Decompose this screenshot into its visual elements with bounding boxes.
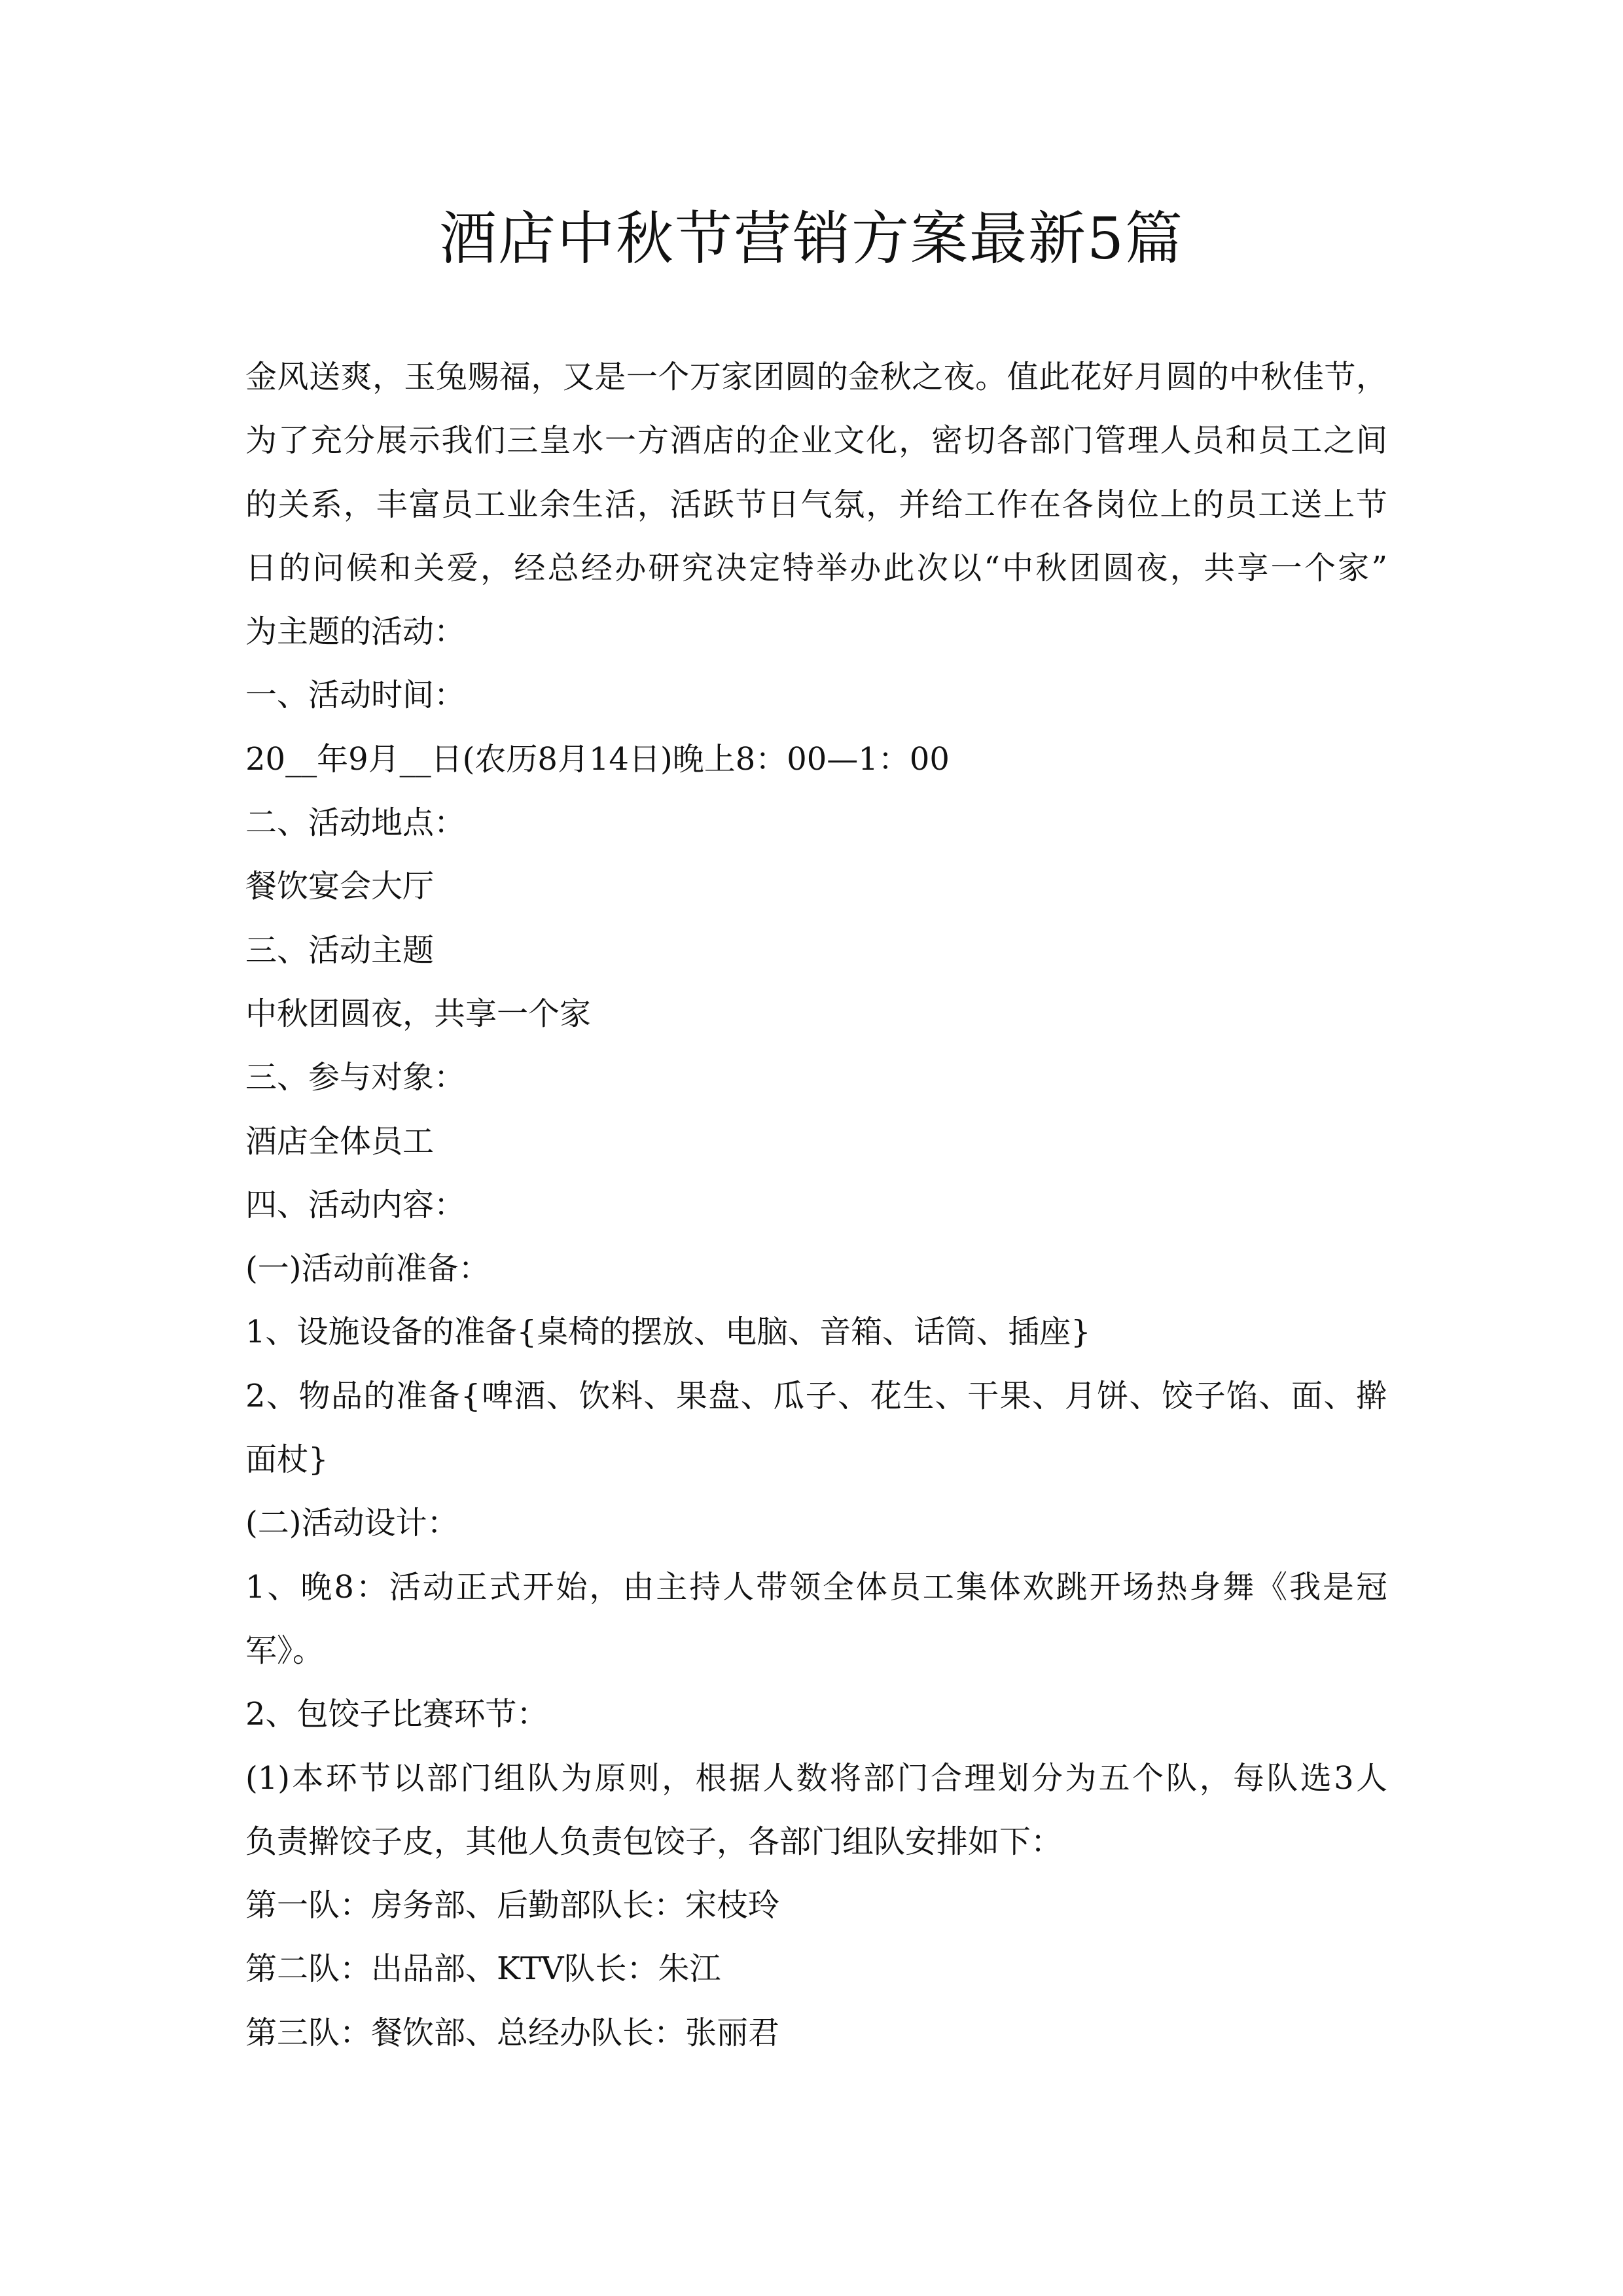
team-entry: 第二队：出品部、KTV队长：朱江 (245, 1950, 721, 1988)
paragraph-line: 的关系，丰富员工业余生活，活跃节日气氛，并给工作在各岗位上的员工送上节 (245, 486, 1387, 523)
list-item: 2、包饺子比赛环节： (245, 1696, 548, 1733)
team-entry: 第三队：餐饮部、总经办队长：张丽君 (245, 2014, 780, 2051)
event-location: 餐饮宴会大厅 (245, 868, 435, 905)
list-item: 1、晚8：活动正式开始，由主持人带领全体员工集体欢跳开场热身舞《我是冠 (245, 1568, 1387, 1605)
list-item: 2、物品的准备{啤酒、饮料、果盘、瓜子、花生、干果、月饼、饺子馅、面、擀 (245, 1377, 1387, 1414)
paragraph-line: 日的问候和关爱，经总经办研究决定特举办此次以“中秋团圆夜，共享一个家” (245, 549, 1387, 586)
list-item-continued: 面杖} (245, 1441, 329, 1479)
event-theme: 中秋团圆夜，共享一个家 (245, 995, 592, 1032)
list-item: (1)本环节以部门组队为原则，根据人数将部门合理划分为五个队，每队选3人 (245, 1759, 1387, 1797)
list-item-continued: 负责擀饺子皮，其他人负责包饺子，各部门组队安排如下： (245, 1823, 1063, 1860)
section-heading-time: 一、活动时间： (245, 677, 466, 714)
list-item-continued: 军》。 (245, 1632, 325, 1669)
document-title: 酒店中秋节营销方案最新5篇 (439, 205, 1184, 272)
list-item: 1、设施设备的准备{桌椅的摆放、电脑、音箱、话筒、插座} (245, 1314, 1091, 1351)
event-time: 20__年9月__日(农历8月14日)晚上8：00—1：00 (245, 740, 950, 778)
subsection-design: (二)活动设计： (245, 1505, 459, 1542)
section-heading-theme: 三、活动主题 (245, 931, 435, 969)
event-participants: 酒店全体员工 (245, 1122, 435, 1160)
section-heading-location: 二、活动地点： (245, 804, 466, 842)
paragraph-line: 为主题的活动： (245, 613, 466, 651)
section-heading-content: 四、活动内容： (245, 1186, 466, 1223)
paragraph-line: 金风送爽，玉兔赐福，又是一个万家团圆的金秋之夜。值此花好月圆的中秋佳节， (245, 359, 1387, 395)
paragraph-line: 为了充分展示我们三皇水一方酒店的企业文化，密切各部门管理人员和员工之间 (245, 422, 1387, 459)
subsection-preparation: (一)活动前准备： (245, 1250, 490, 1287)
document-body (245, 346, 1387, 2065)
section-heading-participants: 三、参与对象： (245, 1059, 466, 1096)
team-entry: 第一队：房务部、后勤部队长：宋枝玲 (245, 1887, 780, 1924)
